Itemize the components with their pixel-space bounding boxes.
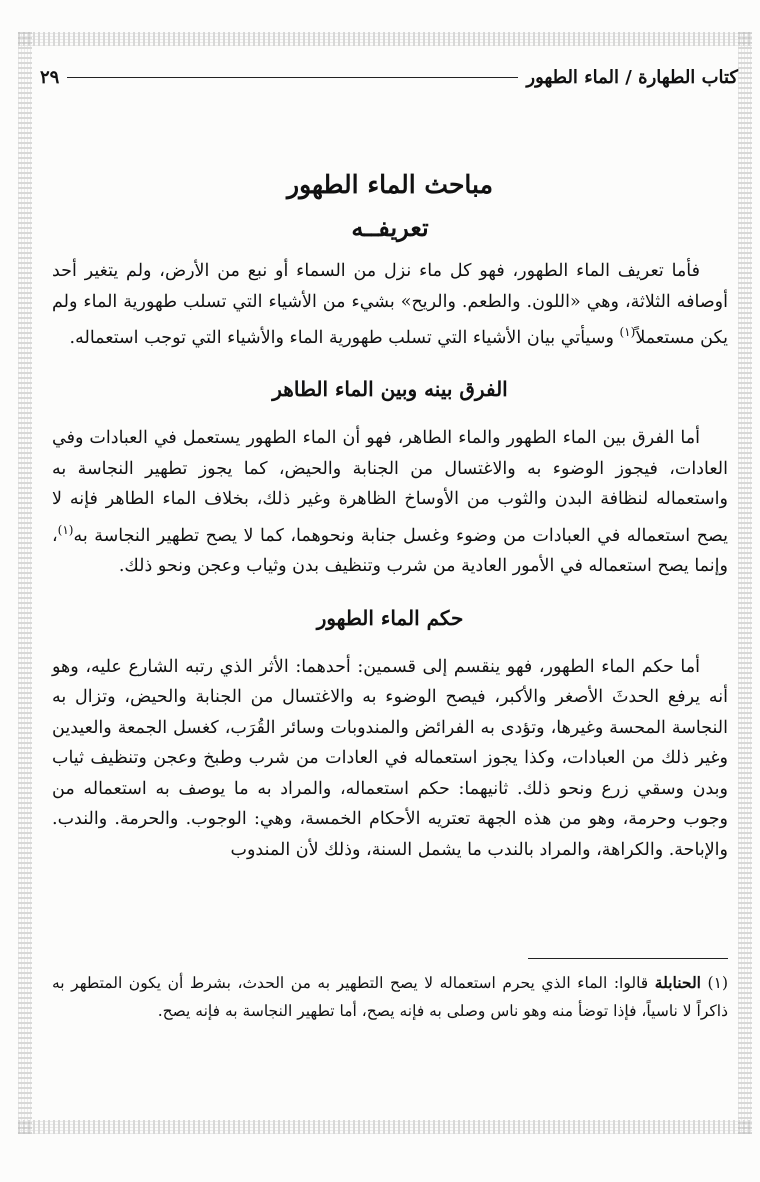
running-header-title: كتاب الطهارة / الماء الطهور — [526, 66, 738, 88]
paragraph-ruling — [52, 652, 728, 866]
paragraph-definition — [52, 256, 728, 353]
footnote-separator — [528, 958, 728, 959]
footnotes — [52, 958, 728, 1025]
page-number: ٢٩ — [40, 66, 60, 88]
header-rule — [67, 77, 518, 78]
ornamental-border-right — [738, 32, 752, 1134]
footnote-marker: (١) — [57, 522, 74, 537]
ornamental-border-left — [18, 32, 32, 1134]
page-body — [52, 170, 728, 865]
section-heading-difference: الفرق بينه وبين الماء الطاهر — [272, 377, 508, 402]
paragraph-text: ، وإنما يصح استعماله في الأمور العادية من شرب وتنظيف بدن وثياب وعجن ونحو ذلك. — [52, 525, 728, 577]
section-title-definition: تعريفــه — [351, 213, 429, 242]
section-heading-ruling: حكم الماء الطهور — [316, 605, 464, 630]
paragraph-text: وسيأتي بيان الأشياء التي تسلب طهورية الماء والأشياء التي توجب استعماله. — [69, 327, 620, 348]
footnote-label: الحنابلة — [654, 973, 701, 992]
paragraph-text: أما الفرق بين الماء الطهور والماء الطاهر، فهو أن الماء الطهور يستعمل في العبادات وفي العادات، فيجوز الوضوء به والاغتسال من الجنابة والحيض، كما يجوز تطهير النجاسة به واستعماله لنظافة البدن والثوب من الأوساخ الظاهرة وغير ذلك، بخلاف الماء الطاهر فإنه لا يصح استعماله في العبادات من وضوء وغسل جنابة ونحوهما، كما لا يصح تطهير النجاسة به — [52, 428, 728, 546]
chapter-title: مباحث الماء الطهور — [287, 170, 493, 199]
footnote-text: قالوا: الماء الذي يحرم استعماله لا يصح التطهير به من الحدث، بشرط أن يكون المتطهر به ذاكراً لا ناسياً، فإذا توضأ منه وهو ناس وصلى به فإنه يصح، أما تطهير النجاسة به فإنه يصح. — [52, 974, 728, 1020]
footnote-number: (١) — [707, 974, 728, 992]
paragraph-text: فأما تعريف الماء الطهور، فهو كل ماء نزل من السماء أو نبع من الأرض، ولم يتغير أحد أوصافه الثلاثة، وهي «اللون. والطعم. والريح» بشيء من الأشياء التي تسلب طهورية الماء ولم يكن مستعملاً — [52, 261, 728, 348]
footnote-marker: (١) — [619, 325, 636, 339]
paragraph-difference — [52, 423, 728, 581]
ornamental-border-top — [18, 32, 752, 46]
running-header — [40, 62, 738, 92]
footnote-1 — [52, 969, 728, 1025]
ornamental-border-bottom — [18, 1120, 752, 1134]
paragraph-text: أما حكم الماء الطهور، فهو ينقسم إلى قسمين: أحدهما: الأثر الذي رتبه الشارع عليه، وهو أنه يرفع الحدثَ الأصغر والأكبر، فيصح الوضوء به والاغتسال من الجنابة والحيض، وتزال به النجاسة المحسة وغيرها، وتؤدى به الفرائض والمندوبات وسائر القُرَب، كغسل الجمعة والعيدين وغير ذلك من العبادات، وكذا يجوز استعماله في العادات من شرب وطبخ وعجن وتنظيف ثياب وبدن وسقي زرع ونحو ذلك. ثانيهما: حكم استعماله، والمراد به ما يوصف به استعماله من وجوب وحرمة، وهو من هذه الجهة تعتريه الأحكام الخمسة، وهي: الوجوب. والحرمة. والندب. والإباحة. والكراهة، والمراد بالندب ما يشمل السنة، وذلك لأن المندوب — [52, 656, 728, 860]
